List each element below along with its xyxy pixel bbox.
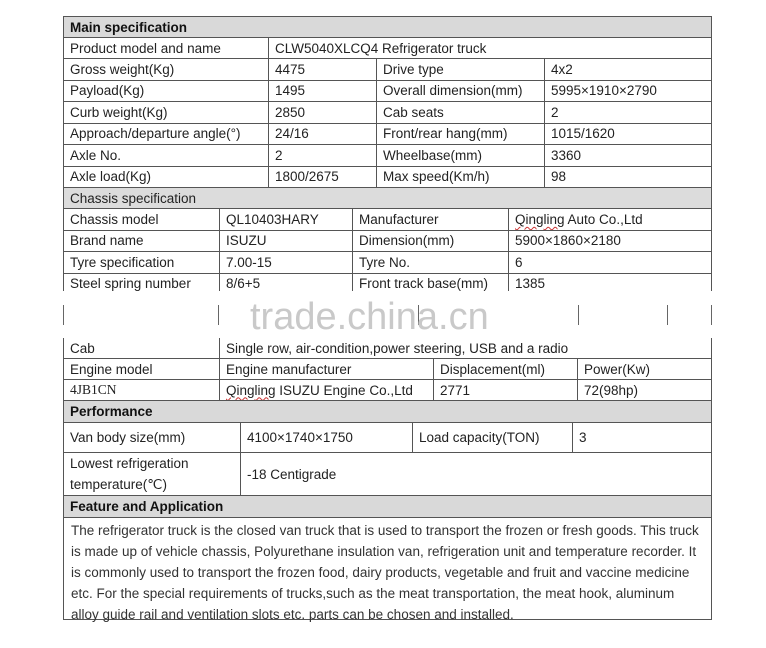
performance-title: Performance <box>64 401 711 423</box>
refrigeration-row <box>64 453 711 496</box>
displacement-header: Displacement(ml) <box>434 359 578 380</box>
watermark-text: trade.china.cn <box>250 296 489 338</box>
main-spec-title: Main specification <box>64 17 711 38</box>
cab-label: Cab <box>64 338 220 359</box>
cab-row <box>64 338 711 359</box>
engine-values-row <box>64 380 711 401</box>
main-spec-label: Axle load(Kg) <box>64 167 269 189</box>
main-spec-label: Gross weight(Kg) <box>64 59 269 81</box>
chassis-value: ISUZU <box>220 231 353 253</box>
main-spec-row <box>64 167 711 189</box>
chassis-value: 8/6+5 <box>220 274 353 296</box>
chassis-label: Front track base(mm) <box>353 274 509 296</box>
engine-model-value: 4JB1CN <box>64 380 220 401</box>
chassis-value-part: Auto Co.,Ltd <box>564 211 643 227</box>
chassis-label: Dimension(mm) <box>353 231 509 253</box>
main-spec-label: Front/rear hang(mm) <box>377 124 545 146</box>
performance-header-row <box>64 401 711 423</box>
main-spec-value: 2850 <box>269 102 377 124</box>
main-spec-value: 4x2 <box>545 59 711 81</box>
chassis-spec-row <box>64 231 711 253</box>
chassis-value <box>509 209 711 231</box>
chassis-label: Tyre No. <box>353 252 509 274</box>
main-spec-label: Overall dimension(mm) <box>377 81 545 103</box>
refrigeration-label <box>64 453 241 496</box>
feature-header-row <box>64 496 711 518</box>
band-tick <box>578 305 579 325</box>
main-spec-label: Axle No. <box>64 145 269 167</box>
chassis-label: Tyre specification <box>64 252 220 274</box>
main-spec-label: Drive type <box>377 59 545 81</box>
refrigeration-value: -18 Centigrade <box>241 453 711 496</box>
main-spec-value: 4475 <box>269 59 377 81</box>
chassis-label: Chassis model <box>64 209 220 231</box>
main-spec-row <box>64 102 711 124</box>
cab-value: Single row, air-condition,power steering, USB and a radio <box>220 338 711 359</box>
main-spec-value: 3360 <box>545 145 711 167</box>
chassis-spec-row <box>64 209 711 231</box>
product-value: CLW5040XLCQ4 Refrigerator truck <box>269 38 711 59</box>
main-spec-label: Payload(Kg) <box>64 81 269 103</box>
engine-manufacturer-value <box>220 380 434 401</box>
chassis-value-part: 5900×1860×2180 <box>515 233 621 249</box>
van-row <box>64 423 711 453</box>
power-header: Power(Kw) <box>578 359 711 380</box>
band-tick <box>667 305 668 325</box>
main-spec-value: 5995×1910×2790 <box>545 81 711 103</box>
main-spec-value: 1495 <box>269 81 377 103</box>
chassis-value: 7.00-15 <box>220 252 353 274</box>
main-spec-label: Max speed(Km/h) <box>377 167 545 189</box>
main-spec-value: 1015/1620 <box>545 124 711 146</box>
refrigeration-label-line1: Lowest refrigeration <box>70 456 189 471</box>
engine-model-header: Engine model <box>64 359 220 380</box>
feature-title: Feature and Application <box>64 496 711 518</box>
main-spec-value: 98 <box>545 167 711 189</box>
main-spec-label: Curb weight(Kg) <box>64 102 269 124</box>
engine-manufacturer-header: Engine manufacturer <box>220 359 434 380</box>
band-tick <box>218 305 219 325</box>
chassis-value-part: Qingling <box>515 211 565 227</box>
product-label: Product model and name <box>64 38 269 59</box>
van-size-label: Van body size(mm) <box>64 423 241 453</box>
main-spec-label: Wheelbase(mm) <box>377 145 545 167</box>
chassis-value: QL10403HARY <box>220 209 353 231</box>
chassis-spec-row <box>64 252 711 274</box>
chassis-value-part: 1385 <box>515 276 546 292</box>
main-spec-header-row <box>64 17 711 38</box>
chassis-value <box>509 252 711 274</box>
chassis-label: Steel spring number <box>64 274 220 296</box>
feature-description: The refrigerator truck is the closed van truck that is used to transport the frozen or fresh goods. This truck is made up of vehicle chassis, Polyurethane insulation van, refrigeration unit and temperature recorder. It is commonly used to transport the frozen food, dairy products, vegetable and fruit and vaccine medicine etc. For the special requirements of trucks,such as the meat transportation, the meat hook, aluminum alloy guide rail and ventilation slots etc. parts can be chosen and installed. <box>71 523 699 622</box>
main-spec-value: 2 <box>545 102 711 124</box>
main-spec-label: Cab seats <box>377 102 545 124</box>
chassis-label: Manufacturer <box>353 209 509 231</box>
engine-manufacturer-name-a: Qingling <box>226 382 276 398</box>
load-capacity-value: 3 <box>573 423 711 453</box>
main-spec-row <box>64 59 711 81</box>
engine-header-row <box>64 359 711 380</box>
chassis-header-row <box>64 188 711 209</box>
power-value: 72(98hp) <box>578 380 711 401</box>
main-spec-label: Approach/departure angle(°) <box>64 124 269 146</box>
chassis-label: Brand name <box>64 231 220 253</box>
band-tick <box>63 305 64 325</box>
chassis-spec-title: Chassis specification <box>64 188 711 209</box>
product-row <box>64 38 711 59</box>
main-spec-value: 24/16 <box>269 124 377 146</box>
main-spec-value: 1800/2675 <box>269 167 377 189</box>
chassis-value-part: 6 <box>515 254 523 270</box>
main-spec-row <box>64 124 711 146</box>
van-size-value: 4100×1740×1750 <box>241 423 413 453</box>
refrigeration-label-line2: temperature(℃) <box>70 477 167 492</box>
main-spec-value: 2 <box>269 145 377 167</box>
band-tick <box>711 305 712 325</box>
main-spec-row <box>64 145 711 167</box>
displacement-value: 2771 <box>434 380 578 401</box>
main-spec-row <box>64 81 711 103</box>
engine-manufacturer-name-b: ISUZU Engine Co.,Ltd <box>275 382 413 398</box>
load-capacity-label: Load capacity(TON) <box>413 423 573 453</box>
chassis-value <box>509 231 711 253</box>
